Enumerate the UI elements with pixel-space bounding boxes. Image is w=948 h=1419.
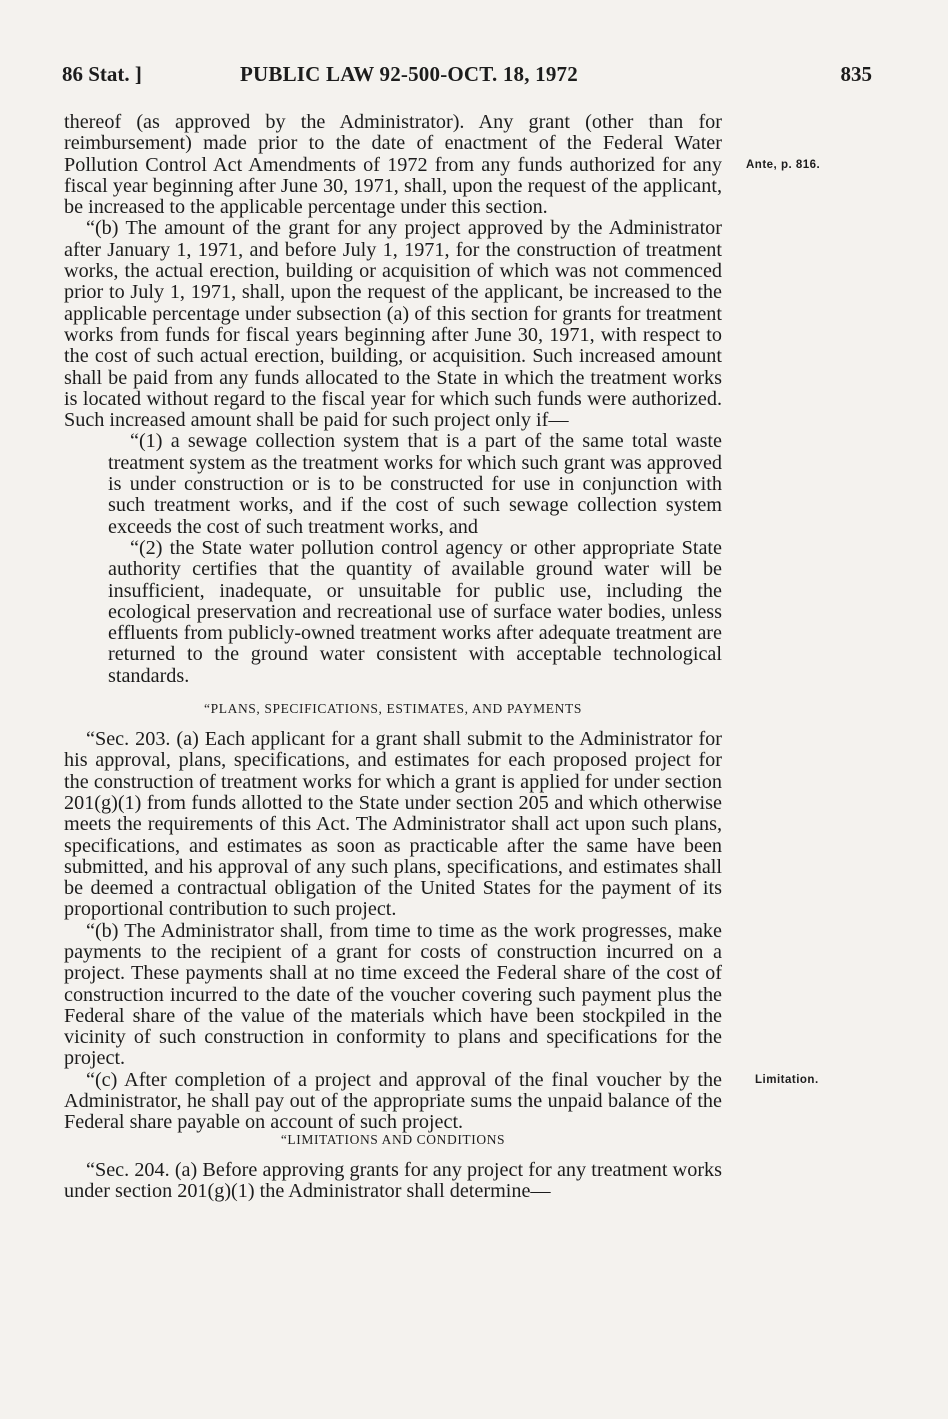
section-heading-limitations: “LIMITATIONS AND CONDITIONS (280, 1131, 506, 1147)
volume-reference: 86 Stat. ] (62, 62, 142, 86)
paragraph-subsection-b: “(b) The amount of the grant for any project approved by the Administrator after January 1, 1971, and before July 1, 1971, for the construction of treatment works, the actual erection, building or acquisition of which was not commenced prior to July 1, 1971, shall, upon the request of the applicant, be increased to the applicable percentage under subsection (a) of this section for grants for treatment works from funds for fiscal years beginning after June 30, 1971, with respect to the cost of such actual erection, building, or acquisition. Such increased amount shall be paid from any funds allocated to the State in which the treatment works is located without regard to the fiscal year for which such funds were authorized. Such increased amount shall be paid for such project only if— (64, 217, 722, 432)
running-title: PUBLIC LAW 92-500-OCT. 18, 1972 (240, 62, 578, 86)
document-body (64, 112, 722, 1202)
margin-note-limitation (755, 1074, 819, 1086)
paragraph-sec-203-b: “(b) The Administrator shall, from time to time as the work progresses, make payments to the recipient of a grant for costs of construction incurred on a project. These payments shall at no time exceed the Federal share of the cost of construction incurred to the date of the voucher covering such payment plus the Federal share of the value of the materials which have been stockpiled in the vicinity of such construction in conformity to plans and specifications for the project. (64, 919, 722, 1070)
page-number: 835 (840, 62, 872, 86)
margin-note-limitation-text: Limitation. (755, 1074, 819, 1086)
list-item-1: “(1) a sewage collection system that is a part of the same total waste treatment system as the treatment works for which such grant was approved is under construction or is to be constructed for use in conjunction with such treatment works, and if the cost of such sewage collection system exceeds the cost of such treatment works, and (108, 430, 722, 538)
margin-note-ante (746, 159, 820, 171)
paragraph-sec-204-a: “Sec. 204. (a) Before approving grants for any project for any treatment works under section 201(g)(1) the Administrator shall determine— (64, 1158, 722, 1202)
margin-note-ante-text: Ante, p. 816. (746, 159, 821, 171)
paragraph-continuation: thereof (as approved by the Administrator). Any grant (other than for reimbursement) made prior to the date of enactment of the Federal Water Pollution Control Act Amendments of 1972 from any funds authorized for any fiscal year beginning after June 30, 1971, shall, upon the request of the applicant, be increased to the applicable percentage under this section. (64, 111, 722, 219)
paragraph-sec-203-c: “(c) After completion of a project and approval of the final voucher by the Administrator, he shall pay out of the appropriate sums the unpaid balance of the Federal share payable on account of such project. (64, 1068, 722, 1134)
list-item-2: “(2) the State water pollution control agency or other appropriate State authority certifies that the quantity of available ground water will be insufficient, inadequate, or unsuitable for public use, including the ecological preservation and recreational use of surface water bodies, unless effluents from publicly-owned treatment works after adequate treatment are returned to the ground water consistent with acceptable technological standards. (108, 536, 722, 687)
section-heading-plans: “PLANS, SPECIFICATIONS, ESTIMATES, AND PAYMENTS (204, 701, 582, 717)
page-header (62, 62, 872, 92)
paragraph-sec-203-a: “Sec. 203. (a) Each applicant for a grant shall submit to the Administrator for his approval, plans, specifications, and estimates for each proposed project for the construction of treatment works for which a grant is applied for under section 201(g)(1) from funds allotted to the State under section 205 and which otherwise meets the requirements of this Act. The Administrator shall act upon such plans, specifications, and estimates as soon as practicable after the same have been submitted, and his approval of any such plans, specifications, and estimates shall be deemed a contractual obligation of the United States for the payment of its proportional contribution to such project. (64, 728, 722, 921)
